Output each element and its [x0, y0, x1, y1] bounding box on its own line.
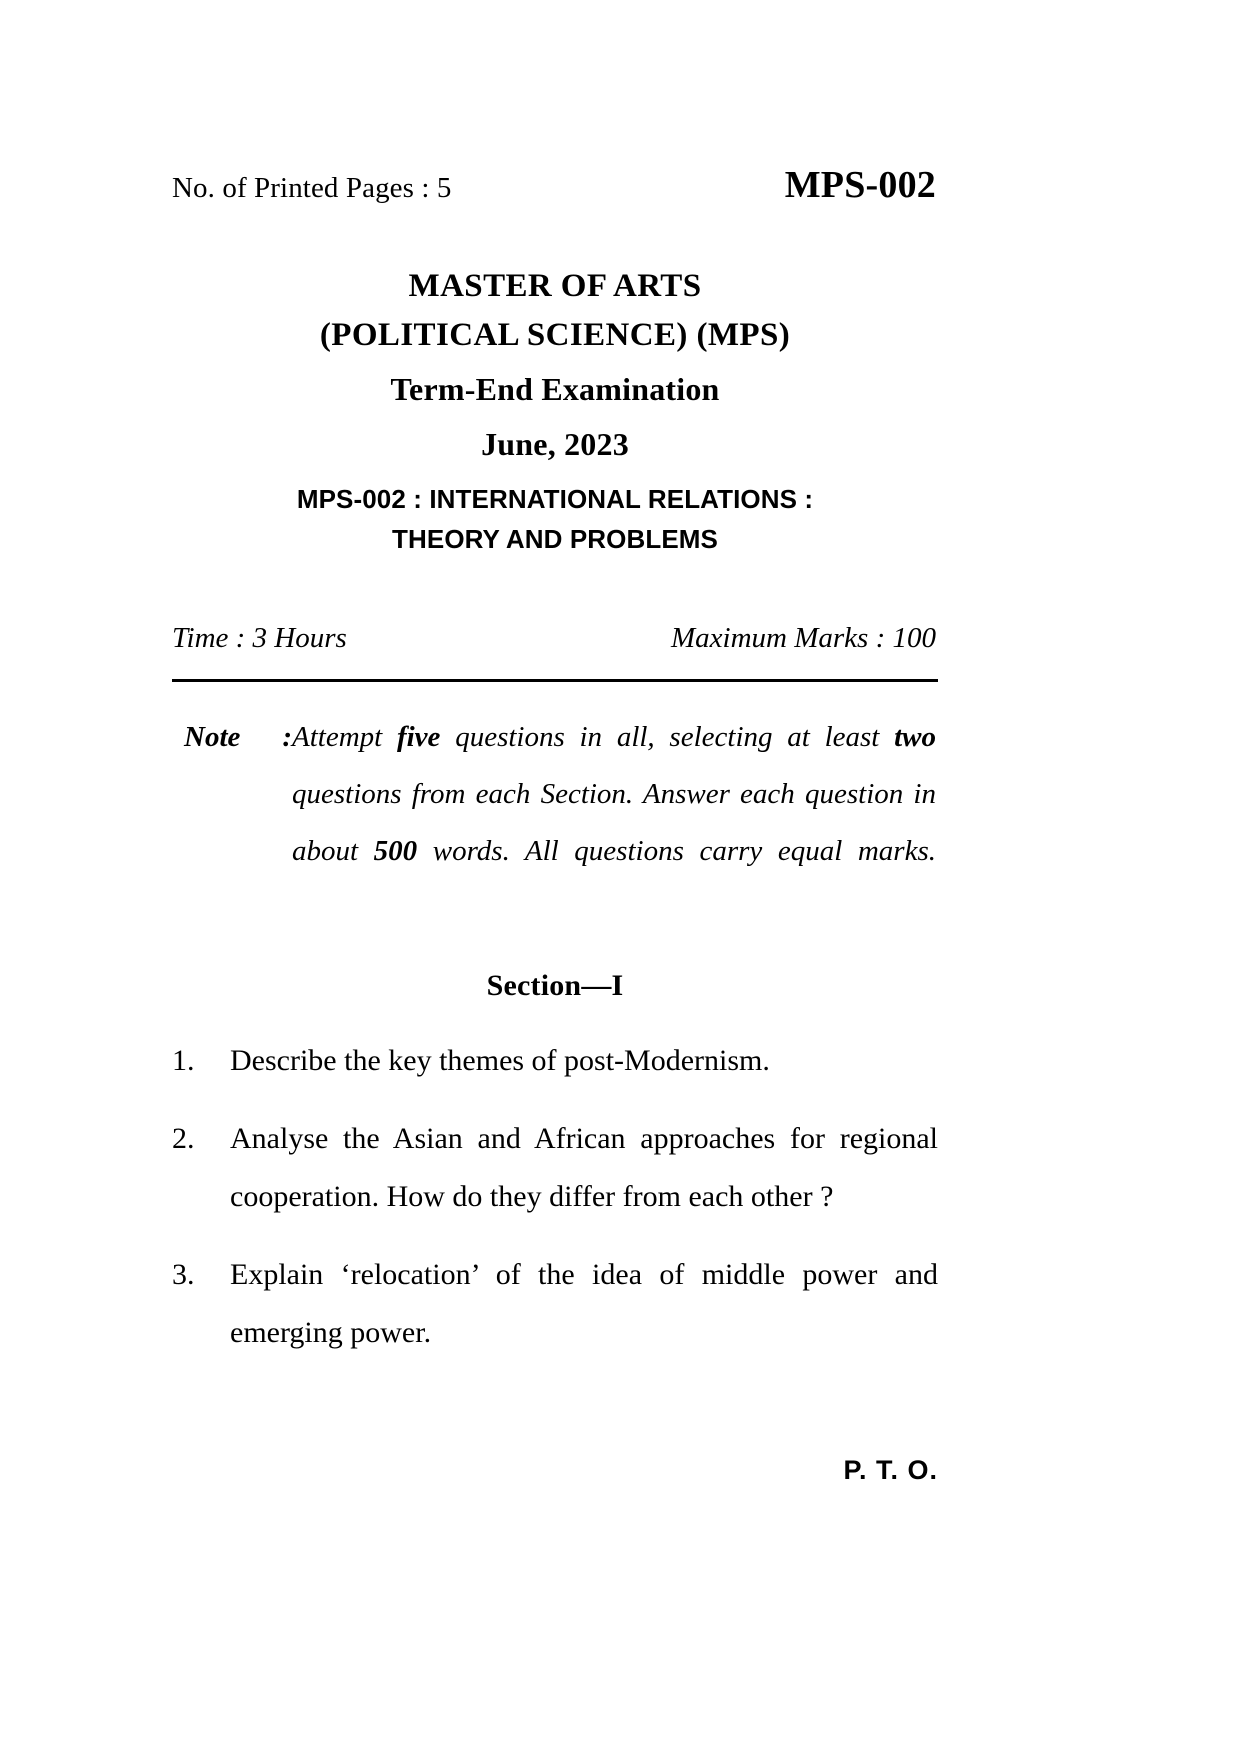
question-list	[172, 1032, 938, 1382]
maximum-marks: Maximum Marks : 100	[671, 622, 936, 654]
question-text: Describe the key themes of post-Modernism.	[230, 1044, 770, 1077]
exam-duration: Time : 3 Hours	[172, 622, 347, 654]
header-divider	[172, 679, 938, 682]
note-text-part1: Attempt	[292, 721, 397, 753]
programme-name-line1: MASTER OF ARTS	[408, 268, 702, 304]
section-heading: Section—I	[486, 969, 624, 1002]
page-header	[172, 163, 938, 207]
question-number: 2.	[172, 1122, 195, 1155]
note-text-part3: questions from each Section. Answer each question in about	[292, 778, 936, 867]
question-item	[172, 1246, 938, 1362]
exam-type: Term-End Examination	[390, 371, 720, 407]
note-emphasis-500: 500	[373, 835, 418, 867]
programme-name-line2: (POLITICAL SCIENCE) (MPS)	[319, 317, 791, 353]
title-block	[172, 262, 938, 559]
question-item	[172, 1110, 938, 1226]
exam-meta-row	[172, 622, 938, 655]
note-paragraph	[184, 709, 936, 880]
question-item	[172, 1032, 938, 1090]
subject-title-line2: THEORY AND PROBLEMS	[392, 524, 718, 554]
note-emphasis-five: five	[396, 721, 441, 753]
note-text-part4: words. All questions carry equal marks.	[417, 835, 936, 867]
instructions-note	[184, 709, 936, 880]
course-code: MPS-002	[784, 164, 936, 206]
question-text: Analyse the Asian and African approaches for regional cooperation. How do they differ from each other ?	[230, 1122, 938, 1213]
page-turn-over-label: P. T. O.	[843, 1455, 938, 1485]
printed-pages-label: No. of Printed Pages : 5	[172, 172, 452, 204]
question-number: 1.	[172, 1044, 195, 1077]
note-label: Note :	[184, 721, 292, 753]
note-text-part2: questions in all, selecting at least	[440, 721, 895, 753]
subject-title-line1: MPS-002 : INTERNATIONAL RELATIONS :	[296, 484, 814, 514]
exam-session: June, 2023	[481, 426, 629, 462]
question-number: 3.	[172, 1258, 195, 1291]
question-text: Explain ‘relocation’ of the idea of middle power and emerging power.	[230, 1258, 938, 1349]
exam-paper-page	[172, 0, 938, 1754]
note-emphasis-two: two	[894, 721, 936, 753]
subject-title	[172, 479, 938, 559]
